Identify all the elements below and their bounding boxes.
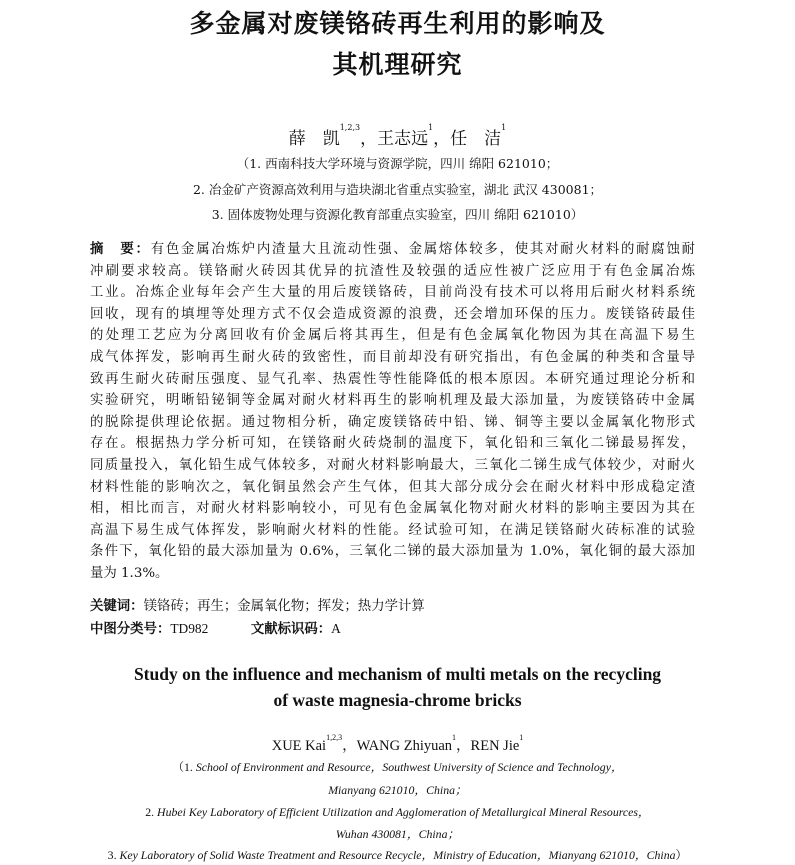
abstract-line: 同质量投入，氧化铅生成气体较多，对耐火材料影响最大，三氧化二锑生成气体较少，对耐火: [90, 457, 695, 473]
author-2-en: WANG Zhiyuan: [356, 738, 453, 754]
affiliation-text: Key Laboratory of Solid Waste Treatment and Resource Recycle，Ministry of Education，Mianyang 621010，China: [119, 848, 676, 862]
affiliation-text: School of Environment and Resource，Southwest University of Science and Technology，: [195, 760, 623, 774]
abstract-line: 的脱除提供理论依据。通过物相分析，确定废镁铬砖中铅、锑、铜等主要以金属氧化物形式: [90, 414, 695, 430]
affiliation-number: （1.: [172, 760, 196, 774]
author-separator: ，: [433, 129, 451, 149]
affiliation-close: ）: [675, 848, 688, 862]
keywords-value: 镁铬砖；再生；金属氧化物；挥发；热力学计算: [143, 599, 425, 614]
english-affiliation-1a: [0, 758, 795, 775]
abstract: [90, 239, 695, 585]
chinese-affiliation-2: 2. 冶金矿产资源高效利用与造块湖北省重点实验室，湖北 武汉 430081；: [192, 182, 603, 197]
abstract-line: 高温下易生成气体挥发，影响耐火材料的性能。经试验可知，在满足镁铬耐火砖标准的试验: [90, 522, 695, 538]
english-affiliation-2b: Wuhan 430081，China；: [335, 827, 460, 841]
author-1-zh-affil: 1,2,3: [339, 123, 361, 132]
abstract-line: 致再生耐火砖耐压强度、显气孔率、热震性等性能降低的根本原因。本研究通过理论分析和: [90, 371, 695, 387]
chinese-affiliation-3: 3. 固体废物处理与资源化教育部重点实验室，四川 绵阳 621010）: [211, 207, 584, 222]
affiliation-number: 3.: [107, 848, 120, 862]
abstract-line: 条件下，氧化铅的最大添加量为 0.6%，三氧化二锑的最大添加量为 1.0%，氧化铜的最大添加: [90, 544, 695, 560]
author-1-en: XUE Kai: [271, 738, 327, 754]
affiliation-text: Hubei Key Laboratory of Efficient Utilization and Agglomeration of Metallurgical Mineral Resources，: [157, 805, 650, 819]
chinese-authors: [0, 124, 795, 149]
author-separator: ，: [360, 129, 378, 149]
chinese-title-line-1: 多金属对废镁铬砖再生利用的影响及: [189, 9, 606, 38]
affiliation-number: 2.: [145, 805, 158, 819]
author-3-en: REN Jie: [470, 738, 520, 754]
clc-label: 中图分类号：: [90, 622, 171, 637]
abstract-line: 材料性能的影响次之，氧化铜虽然会产生气体，但其大部分成分会在耐火材料中形成稳定渣: [90, 479, 695, 495]
author-2-zh-affil: 1: [428, 123, 434, 132]
keywords-label: 关键词：: [90, 599, 144, 614]
author-separator: ，: [456, 738, 471, 754]
doc-code-value: A: [331, 621, 341, 636]
abstract-line: 冲刷要求较高。镁铬耐火砖因其优异的抗渣性及较强的适应性被广泛应用于有色金属冶炼: [90, 263, 695, 279]
author-2-zh: 王志远: [377, 129, 429, 149]
english-affiliation-2a: [0, 803, 795, 820]
abstract-line: 相，相比而言，对耐火材料影响较小，可见有色金属氧化物对耐火材料的影响主要因为其在: [90, 501, 695, 517]
english-title-line-2: of waste magnesia-chrome bricks: [273, 690, 522, 710]
abstract-label: 摘 要：: [90, 242, 151, 257]
keywords: [90, 595, 425, 614]
chinese-affiliation-1: （1. 西南科技大学环境与资源学院，四川 绵阳 621010；: [236, 156, 559, 171]
author-2-en-affil: 1: [452, 733, 457, 742]
abstract-line: 成气体挥发，影响再生耐火砖的致密性，而目前却没有研究指出，有色金属的种类和含量导: [90, 349, 695, 365]
abstract-line: 存在。根据热力学分析可知，在镁铬耐火砖烧制的温度下，氧化铅和三氧化二锑最易挥发，: [90, 436, 695, 452]
doc-code-label: 文献标识码：: [250, 622, 332, 637]
abstract-line: [90, 239, 695, 261]
abstract-line: 回收，现有的填埋等处理方式不仅会造成资源的浪费，还会增加环保的压力。废镁铬砖最佳: [90, 306, 695, 322]
author-1-en-affil: 1,2,3: [326, 733, 343, 742]
abstract-line: 实验研究，明晰铅铋铜等金属对耐火材料再生的影响机理及最大添加量，为废镁铬砖中金属: [90, 393, 695, 409]
english-title-line-1: Study on the influence and mechanism of multi metals on the recycling: [133, 664, 662, 684]
english-affiliation-1b: Mianyang 621010，China；: [328, 783, 467, 797]
classification-line: [90, 618, 341, 637]
abstract-line: 的处理工艺应为分离回收有价金属后将其再生，但是有色金属氧化物因为其在高温下易生: [90, 328, 695, 344]
author-1-zh: 薛 凯: [288, 129, 340, 149]
abstract-line: 量为 1.3%。: [90, 565, 169, 581]
author-3-en-affil: 1: [519, 733, 524, 742]
chinese-title-line-2: 其机理研究: [332, 50, 463, 79]
author-3-zh-affil: 1: [501, 123, 507, 132]
author-separator: ，: [342, 738, 357, 754]
english-affiliation-3: [0, 846, 795, 863]
english-authors: [0, 734, 795, 755]
abstract-line: 工业。冶炼企业每年会产生大量的用后废镁铬砖，目前尚没有技术可以将用后耐火材料系统: [90, 285, 695, 301]
clc-value: TD982: [170, 621, 209, 636]
abstract-text: 有色金属冶炼炉内渣量大且流动性强、金属熔体较多，使其对耐火材料的耐腐蚀耐: [150, 242, 695, 257]
author-3-zh: 任 洁: [450, 129, 502, 149]
